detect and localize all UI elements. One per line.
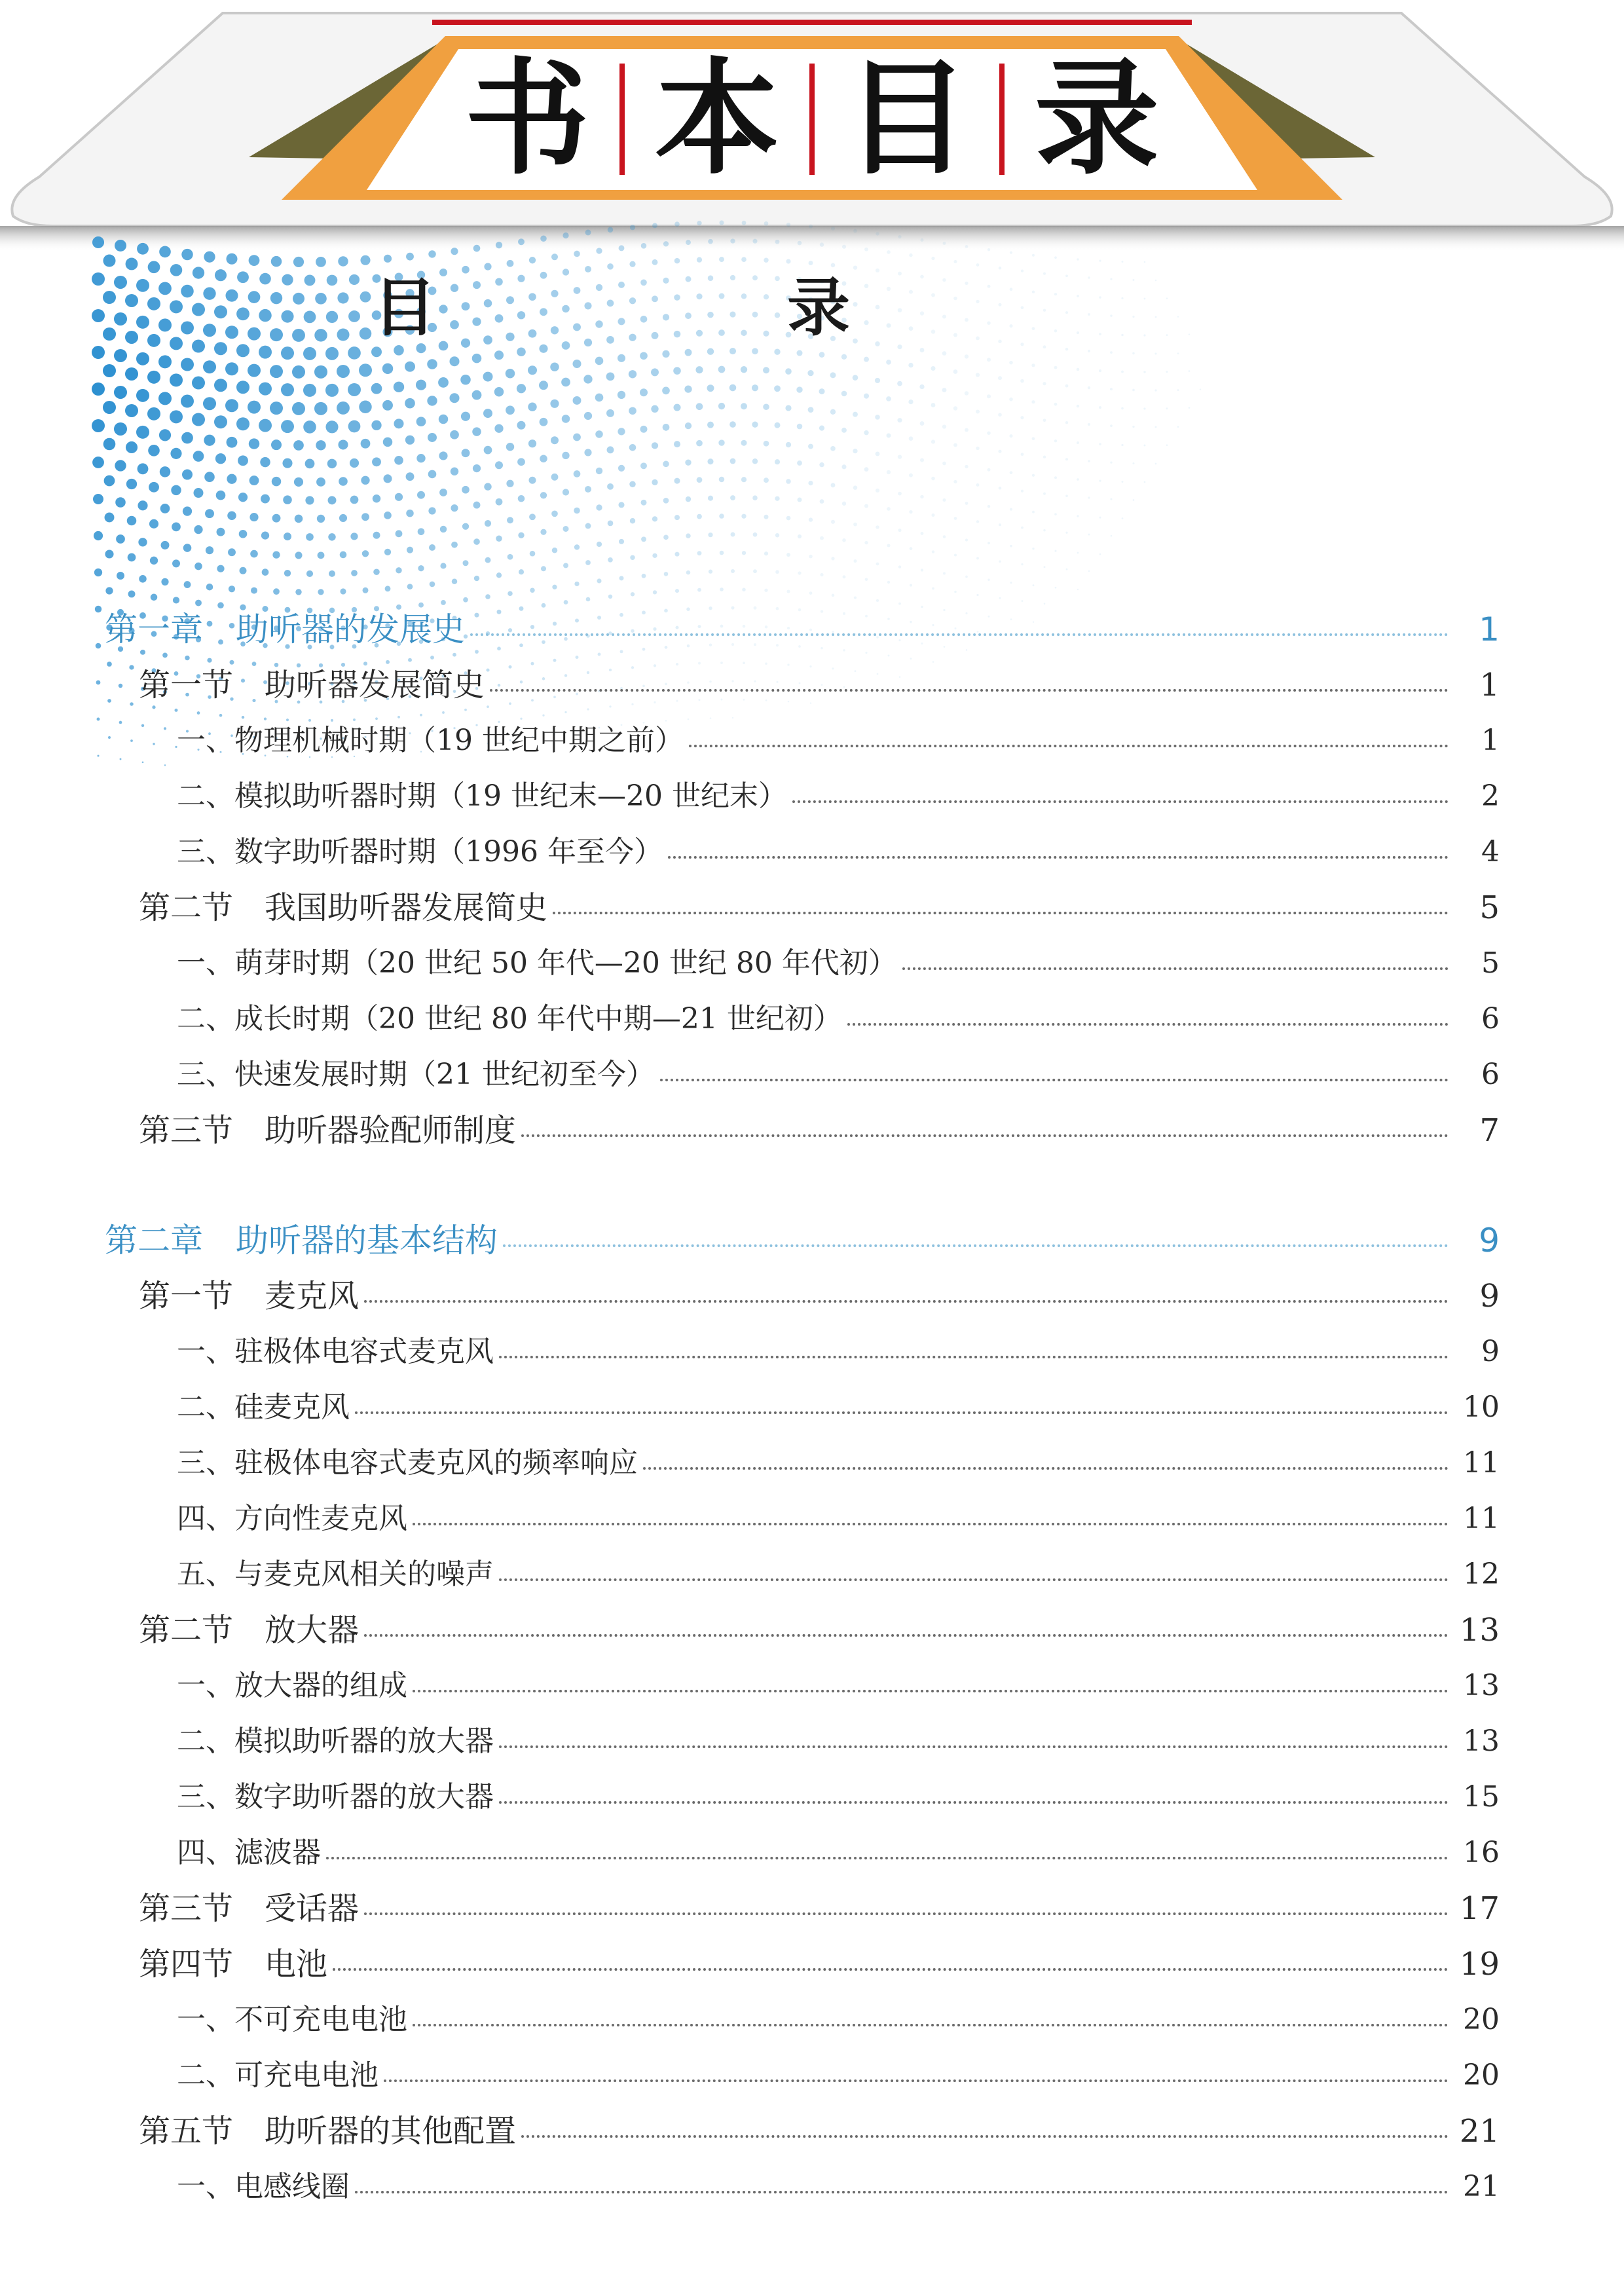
banner-char: 录	[1034, 47, 1159, 191]
banner-char: 目	[844, 47, 969, 191]
toc-item[interactable]	[0, 2162, 1624, 2212]
toc-page-number: 2	[1481, 779, 1500, 813]
toc-section[interactable]	[0, 883, 1624, 933]
toc-item[interactable]	[0, 1494, 1624, 1544]
toc-label: 二、模拟助听器时期（19 世纪末—20 世纪末）	[177, 779, 787, 813]
toc-item[interactable]	[0, 716, 1624, 766]
toc-leader-dots	[364, 1912, 1449, 1915]
toc-leader-dots	[499, 1801, 1449, 1804]
toc-leader-dots	[355, 2191, 1449, 2193]
toc-label: 第二章 助听器的基本结构	[105, 1221, 498, 1259]
toc-label: 二、硅麦克风	[177, 1390, 350, 1424]
toc-label: 第二节 我国助听器发展简史	[139, 889, 548, 926]
toc-item[interactable]	[0, 1327, 1624, 1377]
toc-label: 二、成长时期（20 世纪 80 年代中期—21 世纪初）	[177, 1002, 842, 1035]
toc-item[interactable]	[0, 827, 1624, 877]
toc-leader-dots	[553, 912, 1449, 914]
toc-item[interactable]	[0, 994, 1624, 1044]
toc-item[interactable]	[0, 1438, 1624, 1488]
toc-label: 第四节 电池	[139, 1946, 328, 1983]
toc-label: 四、方向性麦克风	[177, 1502, 407, 1535]
toc-leader-dots	[660, 1079, 1449, 1081]
toc-leader-dots	[355, 1411, 1449, 1414]
toc-item[interactable]	[0, 1661, 1624, 1711]
toc-item[interactable]	[0, 1772, 1624, 1822]
toc-section[interactable]	[0, 660, 1624, 710]
toc-page-number: 5	[1479, 889, 1500, 926]
toc-page-number: 9	[1479, 1278, 1500, 1314]
toc-label: 第二节 放大器	[139, 1612, 360, 1649]
toc-leader-dots	[847, 1023, 1449, 1026]
toc-chapter[interactable]	[0, 605, 1624, 654]
toc-leader-dots	[499, 1578, 1449, 1581]
toc-label: 第三节 受话器	[139, 1890, 360, 1927]
toc-leader-dots	[643, 1467, 1449, 1470]
toc-page-number: 20	[1463, 2059, 1500, 2092]
toc-item[interactable]	[0, 1050, 1624, 1100]
toc-page-number: 9	[1481, 1335, 1500, 1368]
page-title: 目 录	[373, 271, 994, 345]
toc-page-number: 20	[1463, 2003, 1500, 2036]
toc-page-number: 11	[1463, 1446, 1500, 1480]
toc-leader-dots	[413, 1690, 1449, 1692]
toc-page-number: 19	[1459, 1946, 1500, 1983]
toc-leader-dots	[668, 856, 1449, 859]
toc-page-number: 6	[1481, 1002, 1500, 1035]
toc-leader-dots	[902, 967, 1449, 970]
toc-leader-dots	[364, 1634, 1449, 1637]
toc-item[interactable]	[0, 1550, 1624, 1599]
toc-page-number: 7	[1479, 1112, 1500, 1149]
toc-page-number: 6	[1481, 1058, 1500, 1091]
toc-label: 二、可充电电池	[177, 2059, 378, 2092]
toc-section[interactable]	[0, 2106, 1624, 2156]
toc-leader-dots	[470, 633, 1449, 636]
toc-label: 第三节 助听器验配师制度	[139, 1112, 517, 1149]
toc-label: 三、数字助听器时期（1996 年至今）	[177, 835, 663, 868]
toc-page-number: 5	[1481, 946, 1500, 980]
banner-char: 书	[464, 47, 589, 191]
toc-section[interactable]	[0, 1605, 1624, 1655]
toc-label: 三、快速发展时期（21 世纪初至今）	[177, 1058, 655, 1091]
toc-item[interactable]	[0, 2051, 1624, 2100]
toc-page-number: 11	[1463, 1502, 1500, 1535]
toc-item[interactable]	[0, 1828, 1624, 1878]
toc-item[interactable]	[0, 1717, 1624, 1766]
toc-leader-dots	[499, 1745, 1449, 1748]
toc-section[interactable]	[0, 1939, 1624, 1989]
toc-leader-dots	[413, 2024, 1449, 2026]
toc-label: 一、物理机械时期（19 世纪中期之前）	[177, 724, 684, 757]
toc-page-number: 1	[1479, 667, 1500, 703]
toc-leader-dots	[503, 1244, 1449, 1247]
banner-char: 本	[654, 47, 779, 191]
toc-leader-dots	[384, 2079, 1449, 2082]
toc-item[interactable]	[0, 1995, 1624, 2045]
toc-leader-dots	[521, 2135, 1449, 2138]
toc-page-number: 13	[1463, 1669, 1500, 1702]
toc-section[interactable]	[0, 1106, 1624, 1155]
toc-page-number: 13	[1459, 1612, 1500, 1649]
toc-label: 一、电感线圈	[177, 2170, 350, 2203]
toc-label: 一、萌芽时期（20 世纪 50 年代—20 世纪 80 年代初）	[177, 946, 897, 980]
toc-page-number: 21	[1463, 2170, 1500, 2203]
toc-item[interactable]	[0, 1383, 1624, 1432]
toc-leader-dots	[326, 1857, 1449, 1859]
toc-page-number: 10	[1463, 1390, 1500, 1424]
toc-label: 一、驻极体电容式麦克风	[177, 1335, 494, 1368]
toc-page-number: 16	[1463, 1836, 1500, 1869]
toc-leader-dots	[413, 1523, 1449, 1525]
toc-page-number: 15	[1463, 1780, 1500, 1814]
toc-section[interactable]	[0, 1884, 1624, 1933]
toc-label: 一、放大器的组成	[177, 1669, 407, 1702]
toc-chapter[interactable]	[0, 1216, 1624, 1265]
toc-leader-dots	[364, 1300, 1449, 1303]
toc-label: 一、不可充电电池	[177, 2003, 407, 2036]
toc-page-number: 17	[1459, 1890, 1500, 1927]
toc-item[interactable]	[0, 939, 1624, 988]
toc-label: 三、驻极体电容式麦克风的频率响应	[177, 1446, 638, 1480]
toc-page-number: 12	[1463, 1557, 1500, 1591]
toc-leader-dots	[490, 689, 1449, 692]
toc-label: 第一节 麦克风	[139, 1278, 360, 1314]
toc-page-number: 1	[1479, 610, 1500, 648]
toc-label: 四、滤波器	[177, 1836, 321, 1869]
toc-page-number: 1	[1481, 724, 1500, 757]
toc-leader-dots	[499, 1356, 1449, 1358]
toc-label: 第一章 助听器的发展史	[105, 610, 465, 648]
toc-leader-dots	[333, 1968, 1449, 1971]
toc-section[interactable]	[0, 1271, 1624, 1321]
toc-label: 五、与麦克风相关的噪声	[177, 1557, 494, 1591]
toc-leader-dots	[792, 800, 1449, 803]
toc-page-number: 4	[1481, 835, 1500, 868]
toc-item[interactable]	[0, 772, 1624, 821]
toc-label: 二、模拟助听器的放大器	[177, 1724, 494, 1758]
toc-leader-dots	[521, 1134, 1449, 1137]
toc-label: 三、数字助听器的放大器	[177, 1780, 494, 1814]
toc-page-number: 21	[1459, 2113, 1500, 2150]
toc-leader-dots	[689, 745, 1449, 747]
toc-page-number: 9	[1479, 1221, 1500, 1259]
toc-page-number: 13	[1463, 1724, 1500, 1758]
toc-label: 第五节 助听器的其他配置	[139, 2113, 517, 2150]
toc-label: 第一节 助听器发展简史	[139, 667, 485, 703]
